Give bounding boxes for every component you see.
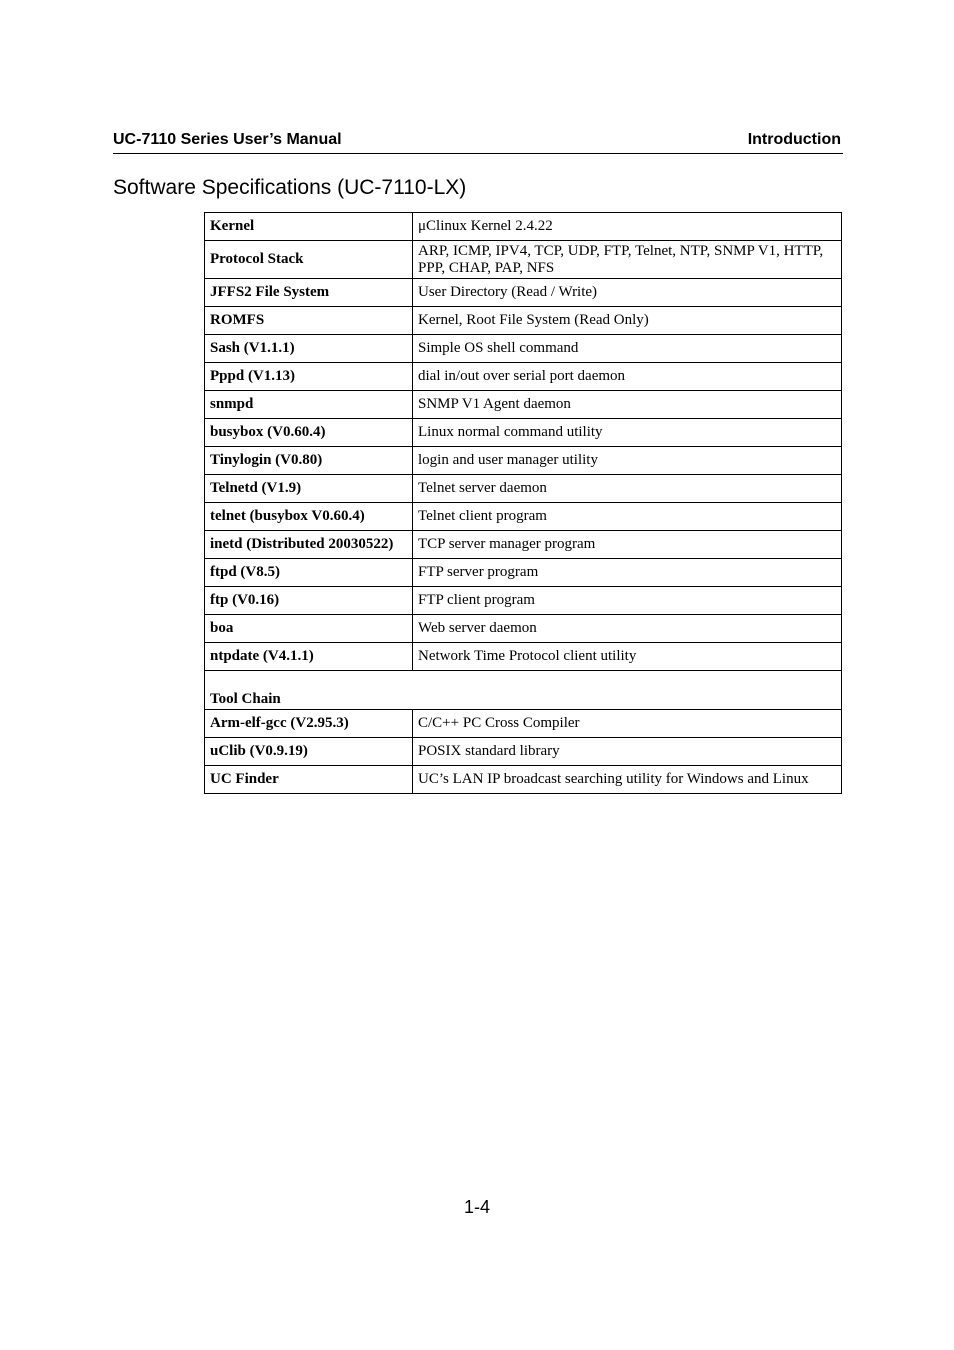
table-row xyxy=(205,307,842,335)
spec-value: dial in/out over serial port daemon xyxy=(413,363,842,391)
table-row xyxy=(205,419,842,447)
spec-value: Network Time Protocol client utility xyxy=(413,643,842,671)
table-row xyxy=(205,391,842,419)
spec-key: ROMFS xyxy=(205,307,413,335)
spec-value: ARP, ICMP, IPV4, TCP, UDP, FTP, Telnet, NTP, SNMP V1, HTTP, PPP, CHAP, PAP, NFS xyxy=(413,241,842,279)
table-row xyxy=(205,213,842,241)
spec-value: Linux normal command utility xyxy=(413,419,842,447)
chapter-title: Introduction xyxy=(747,131,841,148)
table-row xyxy=(205,766,842,794)
spec-key: Tinylogin (V0.80) xyxy=(205,447,413,475)
spec-value: FTP server program xyxy=(413,559,842,587)
section-title: Software Specifications (UC-7110-LX) xyxy=(113,176,467,199)
table-row xyxy=(205,738,842,766)
spec-key: uClib (V0.9.19) xyxy=(205,738,413,766)
spec-value: login and user manager utility xyxy=(413,447,842,475)
table-row xyxy=(205,559,842,587)
spec-key: ftpd (V8.5) xyxy=(205,559,413,587)
spec-key: Sash (V1.1.1) xyxy=(205,335,413,363)
spec-value: Simple OS shell command xyxy=(413,335,842,363)
spec-key: UC Finder xyxy=(205,766,413,794)
spec-value: μClinux Kernel 2.4.22 xyxy=(413,213,842,241)
spec-value: SNMP V1 Agent daemon xyxy=(413,391,842,419)
table-row xyxy=(205,643,842,671)
spec-key: ntpdate (V4.1.1) xyxy=(205,643,413,671)
table-row xyxy=(205,615,842,643)
manual-title: UC-7110 Series User’s Manual xyxy=(113,131,342,148)
spec-value: Kernel, Root File System (Read Only) xyxy=(413,307,842,335)
spec-key: inetd (Distributed 20030522) xyxy=(205,531,413,559)
table-row xyxy=(205,503,842,531)
spec-value: TCP server manager program xyxy=(413,531,842,559)
spec-key: Kernel xyxy=(205,213,413,241)
spec-key: telnet (busybox V0.60.4) xyxy=(205,503,413,531)
software-spec-table xyxy=(204,212,842,794)
table-row xyxy=(205,475,842,503)
spec-value: POSIX standard library xyxy=(413,738,842,766)
spec-key: Pppd (V1.13) xyxy=(205,363,413,391)
table-row xyxy=(205,587,842,615)
spec-value: User Directory (Read / Write) xyxy=(413,279,842,307)
spec-key: snmpd xyxy=(205,391,413,419)
toolchain-heading: Tool Chain xyxy=(205,671,842,710)
spec-key: Protocol Stack xyxy=(205,241,413,279)
toolchain-section-row xyxy=(205,671,842,710)
spec-key: Arm-elf-gcc (V2.95.3) xyxy=(205,710,413,738)
spec-key: busybox (V0.60.4) xyxy=(205,419,413,447)
table-row xyxy=(205,531,842,559)
spec-key: ftp (V0.16) xyxy=(205,587,413,615)
spec-value: Telnet client program xyxy=(413,503,842,531)
spec-key: Telnetd (V1.9) xyxy=(205,475,413,503)
page-header xyxy=(113,131,843,154)
spec-value: C/C++ PC Cross Compiler xyxy=(413,710,842,738)
table-row xyxy=(205,335,842,363)
table-row xyxy=(205,363,842,391)
spec-value: Web server daemon xyxy=(413,615,842,643)
spec-value: Telnet server daemon xyxy=(413,475,842,503)
table-row xyxy=(205,447,842,475)
spec-key: JFFS2 File System xyxy=(205,279,413,307)
table-row xyxy=(205,241,842,279)
spec-key: boa xyxy=(205,615,413,643)
table-row xyxy=(205,710,842,738)
spec-value: UC’s LAN IP broadcast searching utility for Windows and Linux xyxy=(413,766,842,794)
table-row xyxy=(205,279,842,307)
page-number: 1-4 xyxy=(463,1197,490,1217)
spec-value: FTP client program xyxy=(413,587,842,615)
